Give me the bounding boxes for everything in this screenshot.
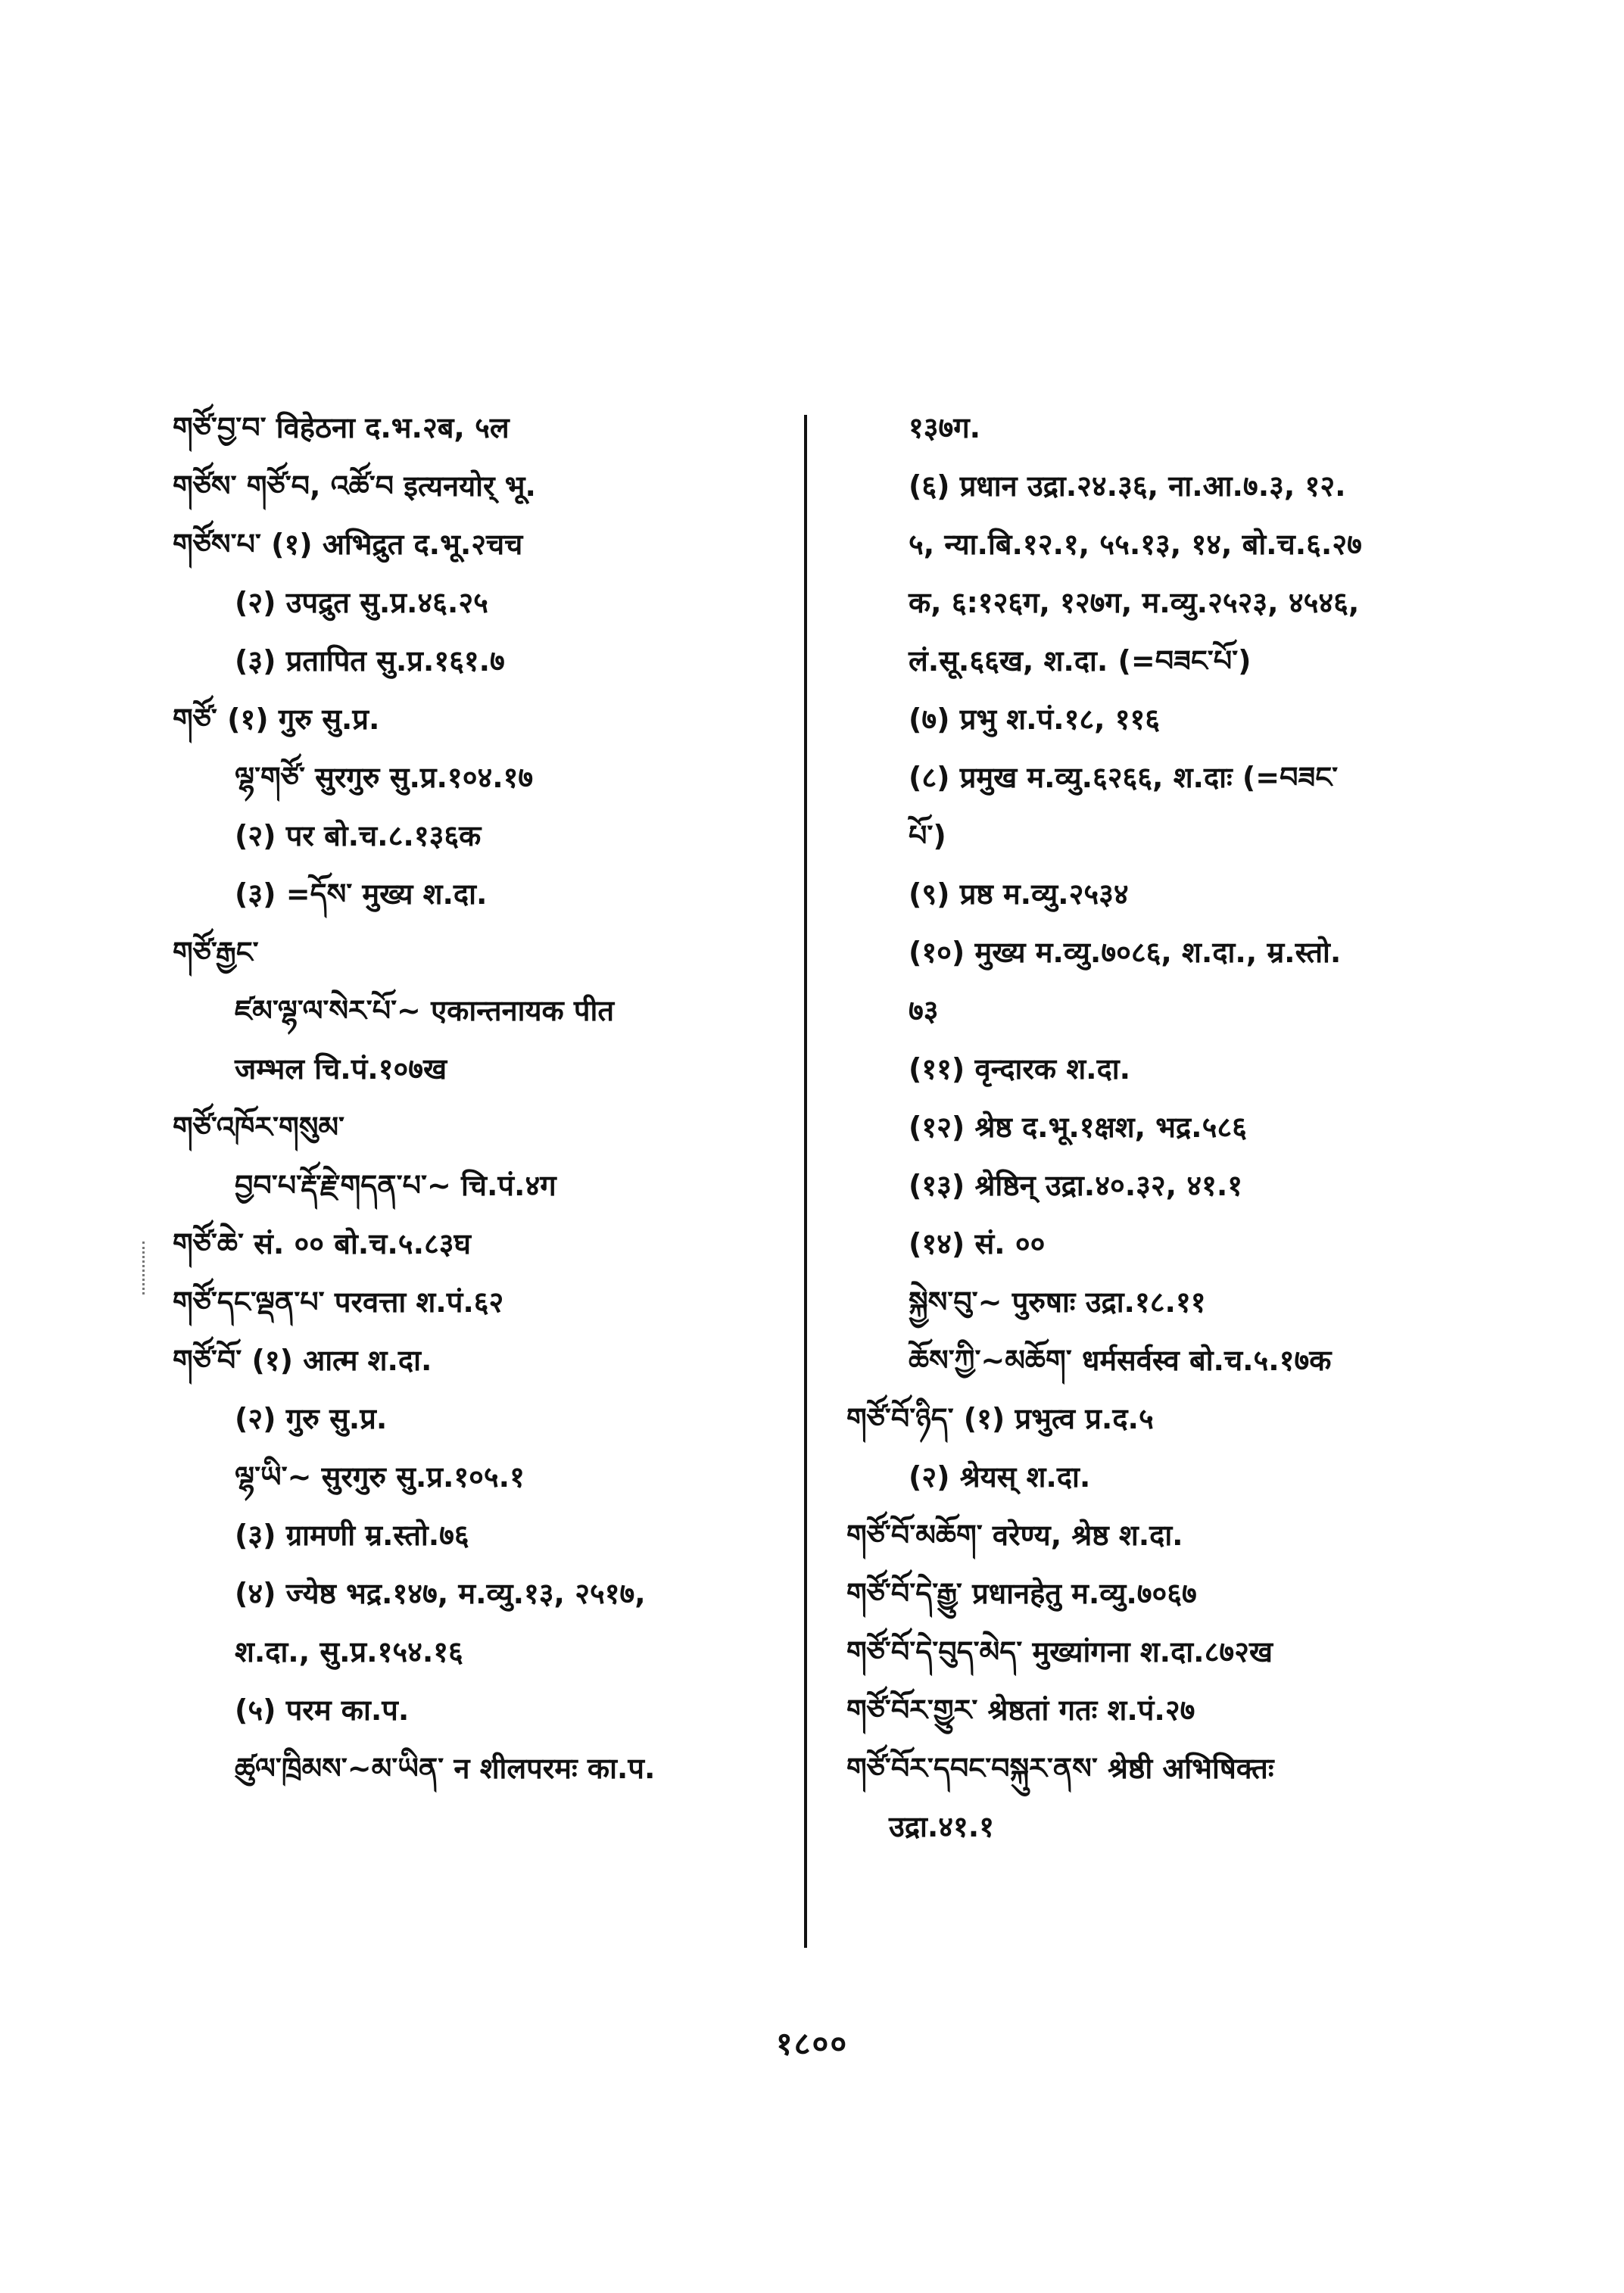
left-column: [173, 409, 801, 1808]
entry-line: གཙོ་ཆེ་ सं. ०० बो.च.५.८३घ: [173, 1227, 471, 1260]
entry-line: གཙོ་རྒྱང་: [173, 936, 259, 969]
entry-line: (९) प्रष्ठ म.व्यु.२५३४: [909, 877, 1129, 911]
entry-line: ७३: [909, 994, 939, 1027]
entry-line: (२) उपद्रुत सु.प्र.४६.२५: [235, 586, 488, 619]
entry-line: སྐྱེས་བུ་~ पुरुषाः उद्रा.१८.११: [909, 1285, 1206, 1319]
entry-line: བྱབ་པ་རྡོ་རྗེ་གདན་པ་~ चि.पं.४ग: [235, 1169, 556, 1202]
entry-line: (२) श्रेयस् श.दा.: [909, 1460, 1091, 1494]
entry-line: གཙོ་བོར་གྱུར་ श्रेष्ठतां गतः श.पं.२७: [846, 1693, 1195, 1727]
entry-line: ཛམ་ལྷ་ལ་སེར་པོ་~ एकान्तनायक पीत: [235, 994, 615, 1027]
entry-line: གཙོ་འཁོར་གསུམ་: [173, 1111, 345, 1144]
column-divider: [804, 415, 807, 1948]
entry-line: གཙོ་བོ་ཉིད་ (१) प्रभुत्व प्र.द.५: [846, 1402, 1154, 1435]
entry-line: (३) =དོས་ मुख्य श.दा.: [235, 877, 488, 911]
entry-line: (३) ग्रामणी म्र.स्तो.७६: [235, 1519, 469, 1552]
entry-line: उद्रा.४१.१: [889, 1810, 994, 1843]
entry-line: གཙོ་དང་ལྡན་པ་ परवत्ता श.पं.६२: [173, 1285, 504, 1319]
entry-line: ५, न्या.बि.१२.१, ५५.१३, १४, बो.च.६.२७: [909, 528, 1362, 561]
entry-line: པོ་): [909, 819, 946, 852]
entry-line: གཙོ་བོ་དེ་བུད་མེད་ मुख्यांगना श.दा.८७२ख: [846, 1635, 1273, 1668]
entry-line: གཙོ་ (१) गुरु सु.प्र.: [173, 703, 380, 736]
margin-dots: [142, 1242, 148, 1294]
entry-line: གཙོ་བོ་དེ་རྒྱུ་ प्रधानहेतु म.व्यु.७०६७: [846, 1577, 1197, 1610]
right-column: [846, 409, 1452, 1866]
entry-line: (४) ज्येष्ठ भद्र.१४७, म.व्यु.१३, २५१७,: [235, 1577, 646, 1610]
entry-line: जम्भल चि.पं.१०७ख: [235, 1052, 447, 1086]
entry-line: གཙོས་ གཙོ་བ, འཚོ་བ इत्यनयोर् भू.: [173, 469, 536, 503]
entry-line: གཙོ་བོ་མཆོག་ वरेण्य, श्रेष्ठ श.दा.: [846, 1519, 1183, 1552]
entry-line: (८) प्रमुख म.व्यु.६२६६, श.दाः (=བཟང་: [909, 761, 1339, 794]
entry-line: (१३) श्रेष्ठिन् उद्रा.४०.३२, ४१.१: [909, 1169, 1243, 1202]
entry-line: གཙོས་པ་ (१) अभिद्रुत द.भू.२चच: [173, 528, 523, 561]
entry-line: (५) परम का.प.: [235, 1693, 410, 1727]
entry-line: (१२) श्रेष्ठ द.भू.१क्षश, भद्र.५८६: [909, 1111, 1247, 1144]
entry-line: (६) प्रधान उद्रा.२४.३६, ना.आ.७.३, १२.: [909, 469, 1346, 503]
entry-line: ལྷ་ཡི་~ सुरगुरु सु.प्र.१०५.१: [235, 1460, 525, 1494]
entry-line: (३) प्रतापित सु.प्र.१६१.७: [235, 644, 505, 678]
entry-line: श.दा., सु.प्र.१५४.१६: [235, 1635, 463, 1668]
entry-line: ལྷ་གཙོ་ सुरगुरु सु.प्र.१०४.१७: [235, 761, 534, 794]
page-number: १८००: [775, 2025, 849, 2062]
entry-line: क, ६:१२६ग, १२७ग, म.व्यु.२५२३, ४५४६,: [909, 586, 1360, 619]
entry-line: (१०) मुख्य म.व्यु.७०८६, श.दा., म्र.स्तो.: [909, 936, 1342, 969]
entry-line: (७) प्रभु श.पं.१८, ११६: [909, 703, 1161, 736]
entry-line: ཆོས་ཀྱི་~མཆོག་ धर्मसर्वस्व बो.च.५.१७क: [909, 1344, 1332, 1377]
entry-line: लं.सू.६६ख, श.दा. (=བཟང་པོ་): [909, 644, 1252, 678]
entry-line: གཙོ་བོར་དབང་བསྐུར་ནས་ श्रेष्ठी अभिषिक्तः: [846, 1752, 1274, 1785]
entry-line: (२) पर बो.च.८.१३६क: [235, 819, 482, 852]
entry-line: १३७ग.: [909, 411, 981, 444]
entry-line: (२) गुरु सु.प्र.: [235, 1402, 388, 1435]
entry-line: (१४) सं. ००: [909, 1227, 1046, 1260]
entry-line: གཙོ་བོ་ (१) आत्म श.दा.: [173, 1344, 432, 1377]
entry-line: ཚུལ་ཁྲིམས་~མ་ཡིན་ न शीलपरमः का.प.: [235, 1752, 656, 1785]
entry-line: (११) वृन्दारक श.दा.: [909, 1052, 1131, 1086]
entry-line: གཙོ་བྱ་བ་ विहेठना द.भ.२ब, ५ल: [173, 411, 510, 444]
